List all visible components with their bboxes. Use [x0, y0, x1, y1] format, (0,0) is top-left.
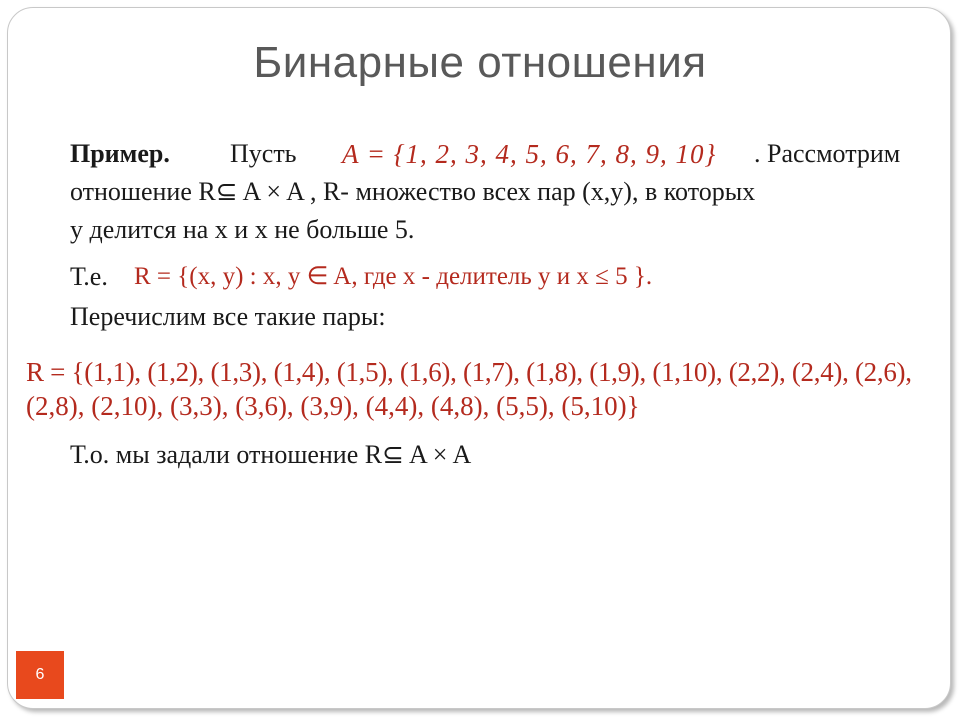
example-label: Пример. [70, 139, 170, 168]
te-label: Т.е. [70, 262, 108, 291]
paragraph-line-3: y делится на x и x не больше 5. [70, 215, 415, 244]
r-definition-formula: R = {(x, y) : x, y ∈ A, где х - делитель у и х ≤ 5 }. [134, 263, 653, 290]
paragraph-line-1 [70, 135, 926, 173]
r-list-line-1: R = {(1,1), (1,2), (1,3), (1,4), (1,5), (1,6), (1,7), (1,8), (1,9), (1,10), (2,2), (2,4), (2,6), [26, 357, 912, 387]
r-list-line-2: (2,8), (2,10), (3,3), (3,6), (3,9), (4,4), (4,8), (5,5), (5,10)} [26, 391, 640, 421]
enumerate-text: Перечислим все такие пары: [70, 302, 386, 331]
consider-text: . Рассмотрим [754, 139, 901, 168]
te-line [70, 258, 926, 296]
let-word: Пусть [230, 139, 297, 168]
set-a-formula: A = {1, 2, 3, 4, 5, 6, 7, 8, 9, 10} [342, 139, 717, 169]
page-number-badge: 6 [16, 651, 64, 699]
paragraph-line-2: отношение R⊆ A × A , R- множество всех пар (x,y), в которых [70, 177, 756, 206]
slide-title: Бинарные отношения [253, 38, 707, 87]
conclusion-text: Т.о. мы задали отношение R⊆ A × A [70, 440, 472, 469]
